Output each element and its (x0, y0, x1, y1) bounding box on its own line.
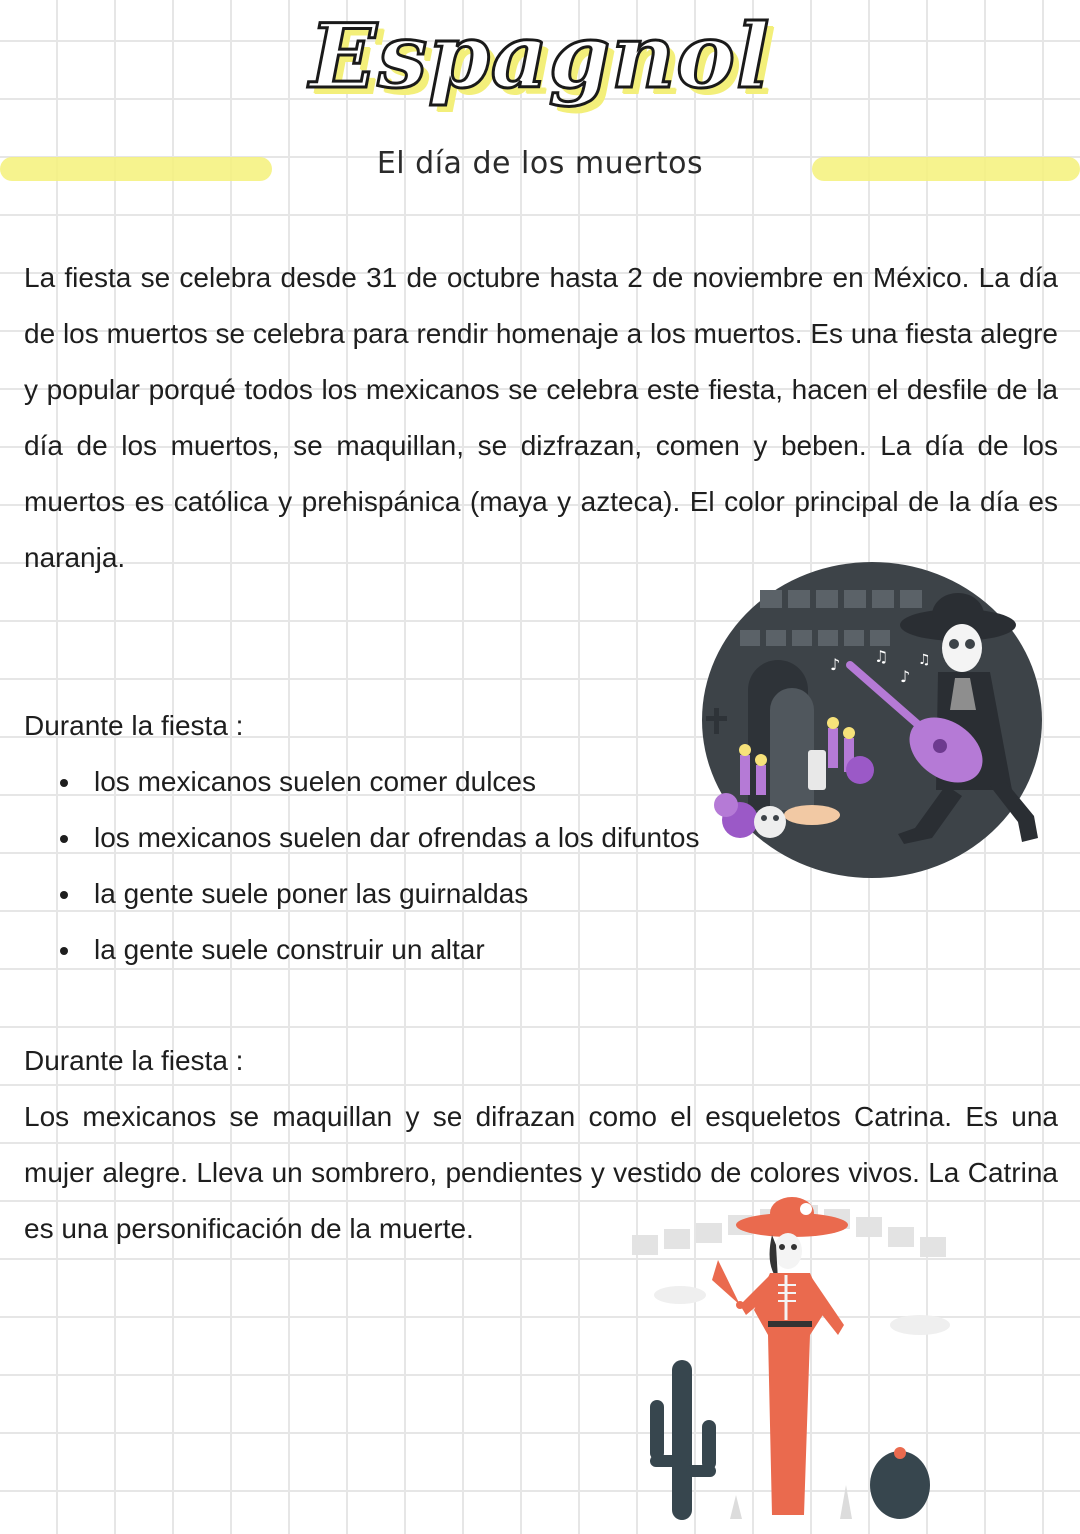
catrina-skeleton-illustration (620, 1185, 960, 1525)
list-item: los mexicanos suelen dar ofrendas a los difuntos (60, 810, 699, 866)
svg-text:♫: ♫ (874, 647, 889, 666)
list-item: los mexicanos suelen comer dulces (60, 754, 699, 810)
section-1-heading: Durante la fiesta : (24, 710, 244, 741)
mariachi-guitar-illustration (700, 560, 1050, 890)
list-item: la gente suele construir un altar (60, 922, 699, 978)
page-subtitle: El día de los muertos (376, 146, 704, 181)
intro-paragraph: La fiesta se celebra desde 31 de octubre hasta 2 de noviembre en México. La día de los muertos se celebra para rendir homenaje a los muertos. Es una fiesta alegre y popular porqué todos los mexicanos se celebra este fiesta, hacen el desfile de la día de los muertos, se maquillan, se dizfrazan, comen y beben. La día de los muertos es católica y prehispánica (maya y azteca). El color principal de la día es naranja. (24, 262, 1058, 573)
list-item: la gente suele poner las guirnaldas (60, 866, 699, 922)
section-1-list (60, 754, 699, 978)
svg-text:♫: ♫ (918, 652, 931, 668)
section-2-paragraph: Los mexicanos se maquillan y se difrazan como el esqueletos Catrina. Es una mujer alegre. Lleva un sombrero, pendientes y vestido de colores vivos. La Catrina es una personificación de la muerte. (24, 1101, 1058, 1244)
page-title: Espagnol (309, 4, 771, 108)
section-2-heading: Durante la fiesta : (24, 1045, 244, 1076)
svg-text:♪: ♪ (830, 655, 841, 674)
svg-text:♪: ♪ (900, 667, 911, 686)
